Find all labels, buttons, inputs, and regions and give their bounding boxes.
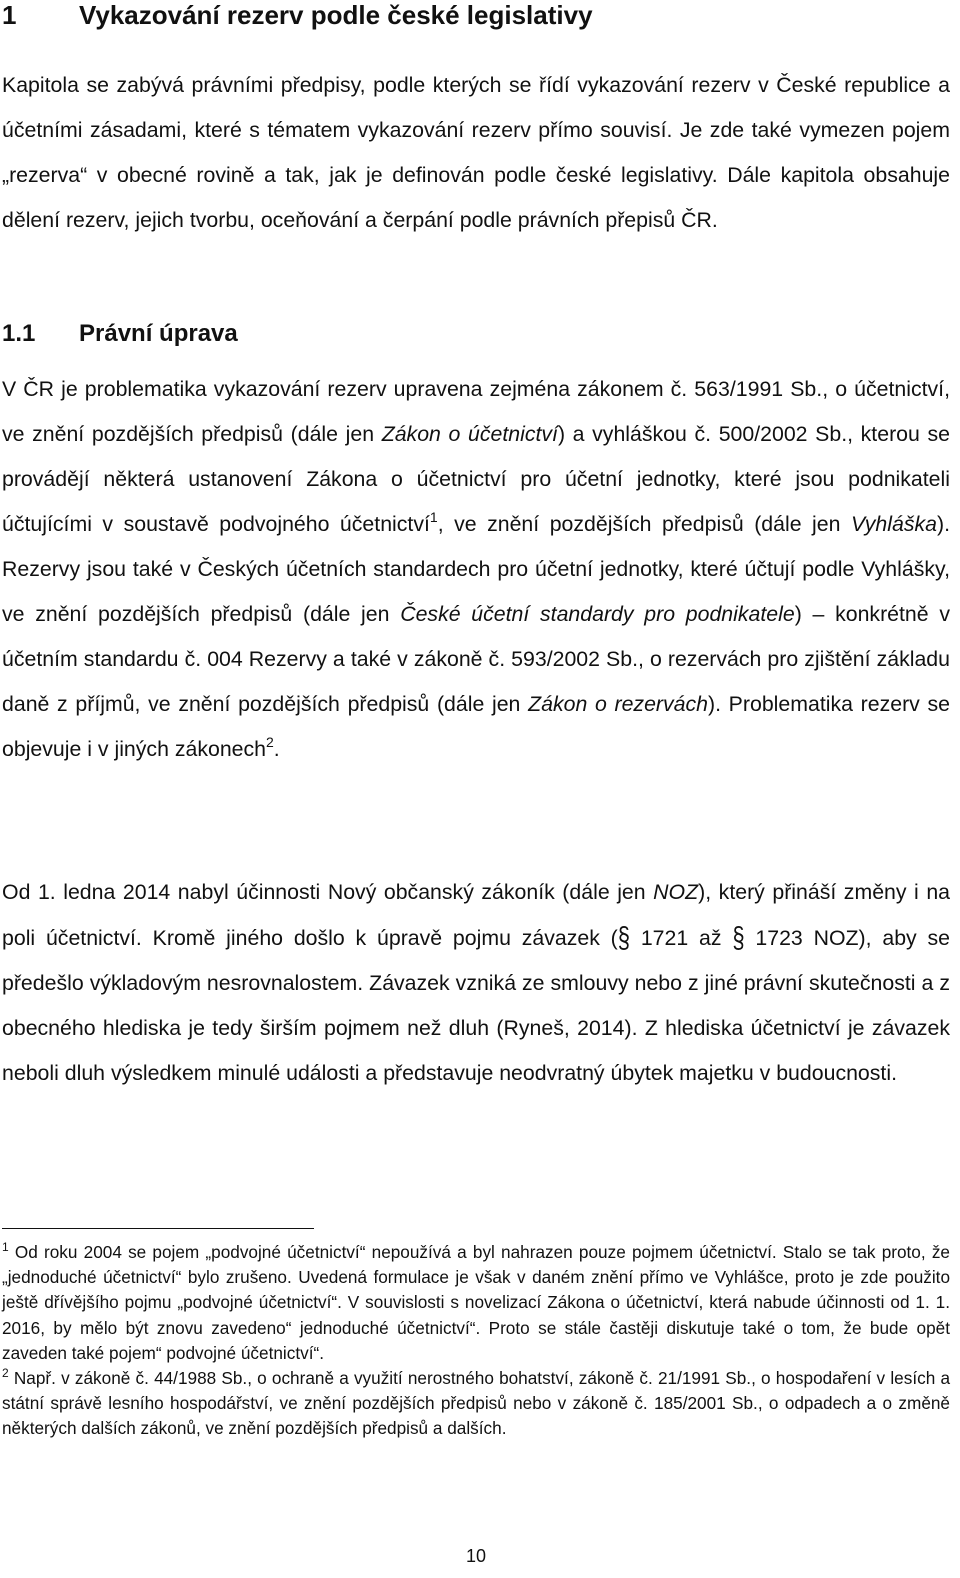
text-run: . [273, 737, 280, 761]
text-run: , ve znění pozdějších předpisů (dále jen [437, 512, 851, 536]
footnotes [2, 1240, 950, 1442]
footnote-text: Od roku 2004 se pojem „podvojné účetnictví“ nepoužívá a byl nahrazen pouze pojmem účetnictví. Stalo se tak proto, že „jednoduché účetnictví“ bylo zrušeno. Uvedená formulace je však v daném znění přímo ve Vyhlášce, proto je zde použito ještě dřívějšího pojmu „podvojné účetnictví“. V souvislosti s novelizací Zákona o účetnictví, která nabude účinnosti od 1. 1. 2016, by mělo být znovu zavedeno“ jednoduché účetnictví“. Proto se stále častěji diskutuje také o tom, že bude opět zaveden také pojem“ podvojné účetnictví“. [2, 1242, 950, 1363]
defined-term: České účetní standardy pro podnikatele [400, 602, 795, 626]
defined-term: Zákon o rezervách [528, 692, 708, 716]
text-run: Od 1. ledna 2014 nabyl účinnosti Nový občanský zákoník (dále jen [2, 880, 654, 904]
defined-term: Vyhláška [850, 512, 937, 536]
text-run: ), který přináší změny i na poli účetnictví. Kromě jiného došlo k úpravě pojmu závazek ( [2, 880, 951, 950]
footnote-1 [2, 1240, 950, 1366]
text-run: ). Problematika rezerv se objevuje i v jiných zákonech [2, 692, 950, 761]
page-number: 10 [465, 1546, 487, 1566]
footnote-ref-1[interactable]: 1 [429, 509, 438, 525]
section-sign: § [732, 920, 745, 955]
defined-term: NOZ [653, 880, 699, 904]
legal-framework-paragraph [2, 367, 950, 772]
chapter-title: Vykazování rezerv podle české legislativy [79, 0, 593, 30]
text-run: 1723 NOZ), aby se předešlo výkladovým nesrovnalostem. Závazek vzniká ze smlouvy nebo z jiné právní skutečnosti a z obecného hlediska je tedy širším pojmem než dluh (Ryneš, 2014). Z hlediska účetnictví je závazek neboli dluh výsledkem minulé události a představuje neodvratný úbytek majetku v budoucnosti. [2, 926, 950, 1085]
footnote-separator [2, 1228, 314, 1229]
text-run: 1721 až [630, 926, 733, 950]
footnote-ref-2[interactable]: 2 [266, 734, 274, 750]
text-run: ) – konkrétně v účetním standardu č. 004 Rezervy a také v zákoně č. 593/2002 Sb., o rezervách pro zjištění základu daně z příjmů, ve znění pozdějších předpisů (dále jen [2, 602, 950, 716]
text-run: ) a vyhláškou č. 500/2002 Sb., kterou se provádějí některá ustanovení Zákona o účetnictví pro účetní jednotky, které jsou podnikateli účtujícími v soustavě podvojného účetnictví [2, 422, 950, 536]
section-sign: § [617, 920, 631, 955]
noz-paragraph [2, 870, 950, 1096]
section-title: Právní úprava [79, 320, 238, 347]
intro-paragraph: Kapitola se zabývá právními předpisy, podle kterých se řídí vykazování rezerv v České republice a účetními zásadami, které s tématem vykazování rezerv přímo souvisí. Je zde také vymezen pojem „rezerva“ v obecné rovině a tak, jak je definován podle české legislativy. Dále kapitola obsahuje dělení rezerv, jejich tvorbu, oceňování a čerpání podle právních přepisů ČR. [2, 73, 950, 232]
footnote-text: Např. v zákoně č. 44/1988 Sb., o ochraně a využití nerostného bohatství, zákoně č. 21/1991 Sb., o hospodaření v lesích a státní správě lesního hospodářství, ve znění pozdějších předpisů nebo v zákoně č. 185/2001 Sb., o odpadech a o změně některých dalších zákonů, ve znění pozdějších předpisů a dalších. [2, 1368, 950, 1439]
footnote-2 [2, 1366, 950, 1442]
text-run: V ČR je problematika vykazování rezerv upravena zejména zákonem č. 563/1991 Sb., o účetnictví, ve znění pozdějších předpisů (dále jen [2, 377, 950, 446]
section-heading [2, 318, 238, 350]
footnote-mark: 2 [2, 1366, 9, 1381]
defined-term: Zákon o účetnictví [381, 422, 558, 446]
footnote-mark: 1 [2, 1240, 9, 1254]
section-number: 1.1 [2, 320, 36, 347]
text-run: ). Rezervy jsou také v Českých účetních standardech pro účetní jednotky, které účtují podle Vyhlášky, ve znění pozdějších předpisů (dále jen [2, 512, 950, 626]
chapter-heading [2, 0, 593, 32]
chapter-number: 1 [2, 0, 17, 30]
